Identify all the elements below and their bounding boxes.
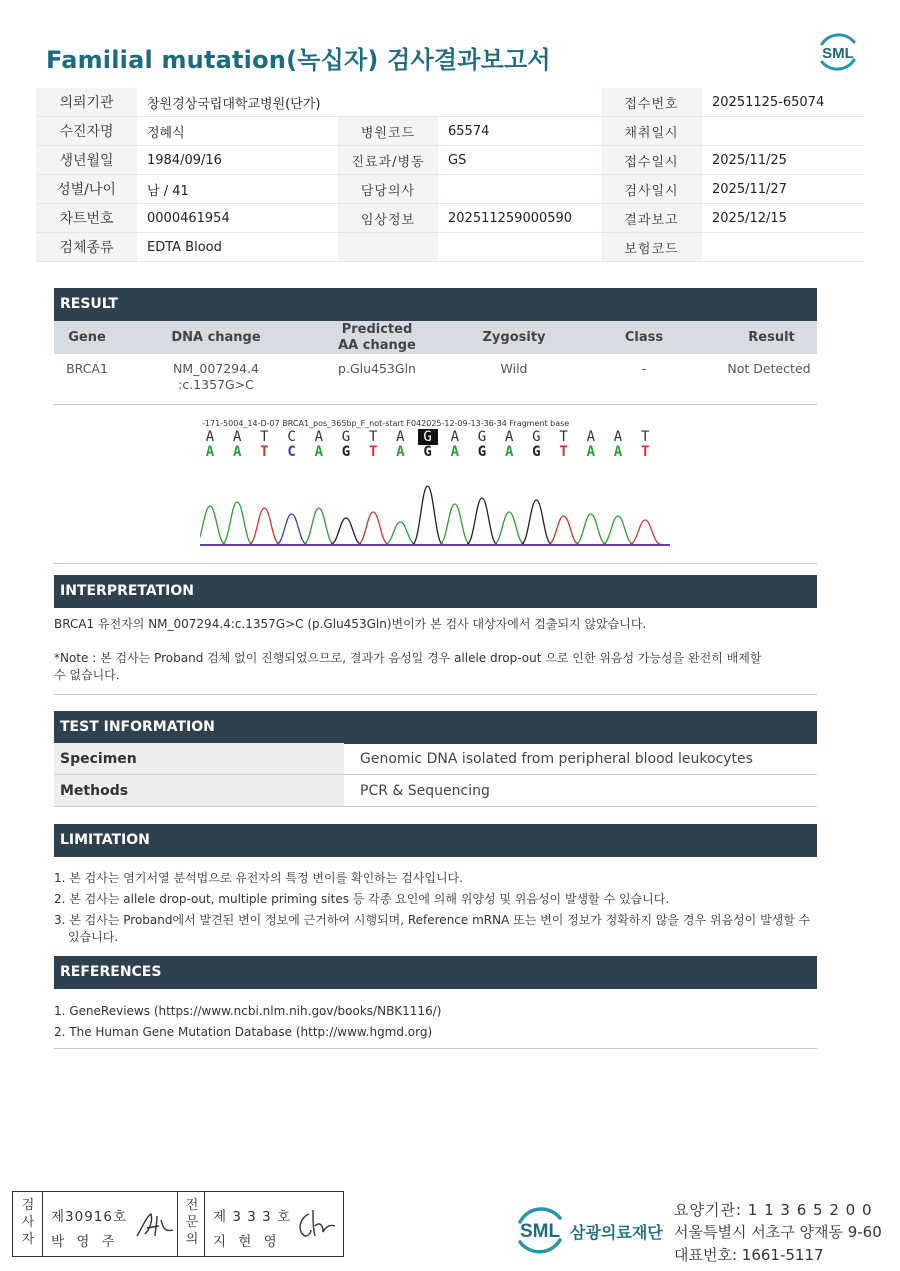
info-value: 2025/12/15 xyxy=(702,204,864,233)
examiner-label: 검 사 자 xyxy=(21,1198,35,1247)
trace-peak xyxy=(385,522,415,544)
care-code: 요양기관: 1 1 3 6 5 2 0 0 xyxy=(674,1201,873,1219)
info-label: 의뢰기관 xyxy=(36,88,137,117)
called-base: G xyxy=(477,429,487,445)
examiner-license: 제30916호 xyxy=(51,1209,128,1225)
specimen-label: Specimen xyxy=(54,743,344,775)
info-label: 진료과/병동 xyxy=(338,146,438,175)
interpretation-text: BRCA1 유전자의 NM_007294.4:c.1357G>C (p.Glu453Gln)변이가 본 검사 대상자에서 검출되지 않았습니다. xyxy=(54,617,647,631)
trace-peak xyxy=(331,518,361,544)
result-gene: BRCA1 xyxy=(66,361,108,376)
info-value: 20251125-65074 xyxy=(702,88,864,117)
called-base: A xyxy=(314,429,324,445)
info-label: 검사일시 xyxy=(601,175,702,204)
info-row xyxy=(36,233,864,262)
trace-peak xyxy=(222,502,252,544)
interpretation-note: *Note : 본 검사는 Proband 검체 없이 진행되었으므로, 결과가 음성일 경우 allele drop-out 으로 인한 위음성 가능성을 완전히 배제할 수 없습니다. xyxy=(54,651,762,682)
called-base: T xyxy=(559,429,568,445)
info-value: 남 / 41 xyxy=(137,175,338,204)
trace-peak xyxy=(200,506,225,544)
called-base: C xyxy=(287,429,296,445)
called-base: A xyxy=(613,429,623,445)
divider xyxy=(204,1192,205,1256)
test-info-section-title: TEST INFORMATION xyxy=(54,711,817,744)
divider xyxy=(54,1048,817,1049)
references-list xyxy=(54,1003,816,1041)
divider xyxy=(177,1192,178,1256)
called-base: T xyxy=(640,429,650,445)
trace-peak xyxy=(549,516,579,544)
trace-peak xyxy=(603,516,633,544)
info-row xyxy=(36,146,864,175)
info-value: 0000461954 xyxy=(137,204,338,233)
trace-peak xyxy=(630,520,660,544)
test-info-row-specimen xyxy=(54,743,817,775)
header-zygosity: Zygosity xyxy=(482,329,546,345)
interpretation-section-title: INTERPRETATION xyxy=(54,575,817,608)
result-aa-change: p.Glu453Gln xyxy=(338,361,416,376)
info-value: GS xyxy=(438,146,601,175)
methods-value: PCR & Sequencing xyxy=(344,775,817,807)
limitation-item: 2. 본 검사는 allele drop-out, multiple priming sites 등 각종 요인에 의해 위양성 및 위음성이 발생할 수 있습니다. xyxy=(54,892,670,906)
info-value: 창원경상국립대학교병원(단가) xyxy=(137,88,601,117)
base: A xyxy=(205,444,215,460)
info-label: 담당의사 xyxy=(338,175,438,204)
called-base: A xyxy=(232,429,242,445)
reference-item: 1. GeneReviews (https://www.ncbi.nlm.nih.gov/books/NBK1116/) xyxy=(54,1004,442,1018)
trace-peak xyxy=(277,514,307,544)
base: A xyxy=(450,444,460,460)
trace-peak xyxy=(494,512,524,544)
specimen-value: Genomic DNA isolated from peripheral blood leukocytes xyxy=(344,743,817,775)
reference-item: 2. The Human Gene Mutation Database (http://www.hgmd.org) xyxy=(54,1025,433,1039)
info-row xyxy=(36,175,864,204)
examiner-name: 박 영 주 xyxy=(51,1234,119,1250)
divider xyxy=(54,404,817,405)
specialist-name: 지 현 영 xyxy=(213,1234,281,1250)
called-base: G xyxy=(418,429,438,445)
trace-peak xyxy=(440,504,470,544)
svg-text:SML: SML xyxy=(519,1221,561,1242)
called-base: T xyxy=(260,429,269,445)
trace-peak xyxy=(521,500,551,544)
info-label: 접수번호 xyxy=(601,88,702,117)
header-class: Class xyxy=(624,329,664,345)
info-label: 임상정보 xyxy=(338,204,438,233)
info-label: 보험코드 xyxy=(601,233,702,262)
info-value: 정혜식 xyxy=(137,117,338,146)
base: T xyxy=(260,444,269,460)
base: G xyxy=(341,444,351,460)
info-value: 202511259000590 xyxy=(438,204,601,233)
signature-box xyxy=(12,1191,344,1257)
result-dna-change: NM_007294.4 :c.1357G>C xyxy=(172,361,260,392)
called-base: T xyxy=(368,429,378,445)
info-value: EDTA Blood xyxy=(137,233,338,262)
header-aa-change: Predicted AA change xyxy=(338,321,416,353)
chromatogram-caption: -171-5004_14-D-07 BRCA1_pos_365bp_F_not-start F042025-12-09-13-36-34 Fragment base xyxy=(202,419,570,428)
base: T xyxy=(640,444,650,460)
specialist-label: 전 문 의 xyxy=(185,1198,199,1247)
info-label xyxy=(338,233,438,262)
trace-peak xyxy=(576,514,606,544)
examiner-signature xyxy=(133,1208,177,1242)
limitation-item: 3. 본 검사는 Proband에서 발견된 변이 정보에 근거하여 시행되며, Reference mRNA 또는 변이 정보가 정확하지 않을 경우 위음성이 발생할 수 있습니다. xyxy=(54,913,811,944)
trace-peak xyxy=(358,512,388,544)
info-value xyxy=(438,175,601,204)
limitation-section-title: LIMITATION xyxy=(54,824,817,857)
divider xyxy=(54,563,817,564)
result-table-header xyxy=(54,321,817,354)
info-label: 생년월일 xyxy=(36,146,137,175)
divider xyxy=(54,694,817,695)
base: C xyxy=(287,444,296,460)
called-base: A xyxy=(504,429,514,445)
org-name: 삼광의료재단 xyxy=(570,1223,663,1242)
info-row xyxy=(36,88,864,117)
base: G xyxy=(477,444,487,460)
called-base: A xyxy=(586,429,596,445)
called-base: A xyxy=(396,429,405,445)
result-status: Not Detected xyxy=(727,361,811,376)
limitation-list xyxy=(54,870,816,946)
result-zygosity: Wild xyxy=(500,361,528,376)
info-row xyxy=(36,204,864,233)
sml-logo xyxy=(814,28,862,76)
test-info-row-methods xyxy=(54,775,817,807)
info-value: 65574 xyxy=(438,117,601,146)
trace-peak xyxy=(304,508,334,544)
base: A xyxy=(586,444,596,460)
sml-footer-logo xyxy=(510,1200,570,1260)
specialist-signature xyxy=(293,1206,339,1242)
chromatogram-trace xyxy=(200,478,670,548)
info-value: 2025/11/25 xyxy=(702,146,864,175)
patient-info-table xyxy=(36,88,864,262)
base: A xyxy=(504,444,514,460)
svg-text:SML: SML xyxy=(822,45,854,62)
page-title: Familial mutation(녹십자) 검사결과보고서 xyxy=(46,46,551,74)
called-base: G xyxy=(341,429,351,445)
references-section-title: REFERENCES xyxy=(54,956,817,989)
trace-peak xyxy=(413,486,443,544)
trace-peak xyxy=(249,508,279,544)
info-label: 결과보고 xyxy=(601,204,702,233)
info-label: 검체종류 xyxy=(36,233,137,262)
base: A xyxy=(232,444,242,460)
info-value xyxy=(438,233,601,262)
info-label: 접수일시 xyxy=(601,146,702,175)
header-dna-change: DNA change xyxy=(171,329,261,345)
info-row xyxy=(36,117,864,146)
test-info-table xyxy=(54,743,817,807)
info-value xyxy=(702,117,864,146)
limitation-item: 1. 본 검사는 염기서열 분석법으로 유전자의 특정 변이를 확인하는 검사입니다. xyxy=(54,871,463,885)
header-gene: Gene xyxy=(68,329,106,345)
info-label: 수진자명 xyxy=(36,117,137,146)
called-base: A xyxy=(450,429,460,445)
info-label: 성별/나이 xyxy=(36,175,137,204)
info-label: 병원코드 xyxy=(338,117,438,146)
base: A xyxy=(314,444,324,460)
specialist-license: 제 3 3 3 호 xyxy=(213,1209,292,1225)
address: 서울특별시 서초구 양재동 9-60 xyxy=(674,1223,882,1241)
called-base: G xyxy=(532,429,541,445)
info-label: 차트번호 xyxy=(36,204,137,233)
info-label: 채취일시 xyxy=(601,117,702,146)
divider xyxy=(42,1192,43,1256)
base: G xyxy=(423,444,432,460)
base: T xyxy=(559,444,568,460)
base: T xyxy=(368,444,378,460)
result-section-title: RESULT xyxy=(54,288,817,321)
phone: 대표번호: 1661-5117 xyxy=(674,1246,824,1264)
header-result: Result xyxy=(748,329,795,345)
base: A xyxy=(396,444,405,460)
result-class: - xyxy=(641,361,647,376)
base: A xyxy=(613,444,623,460)
called-base: A xyxy=(205,429,215,445)
trace-peak xyxy=(467,498,497,544)
info-value: 2025/11/27 xyxy=(702,175,864,204)
info-value: 1984/09/16 xyxy=(137,146,338,175)
base: G xyxy=(532,444,541,460)
methods-label: Methods xyxy=(54,775,344,807)
info-value xyxy=(702,233,864,262)
